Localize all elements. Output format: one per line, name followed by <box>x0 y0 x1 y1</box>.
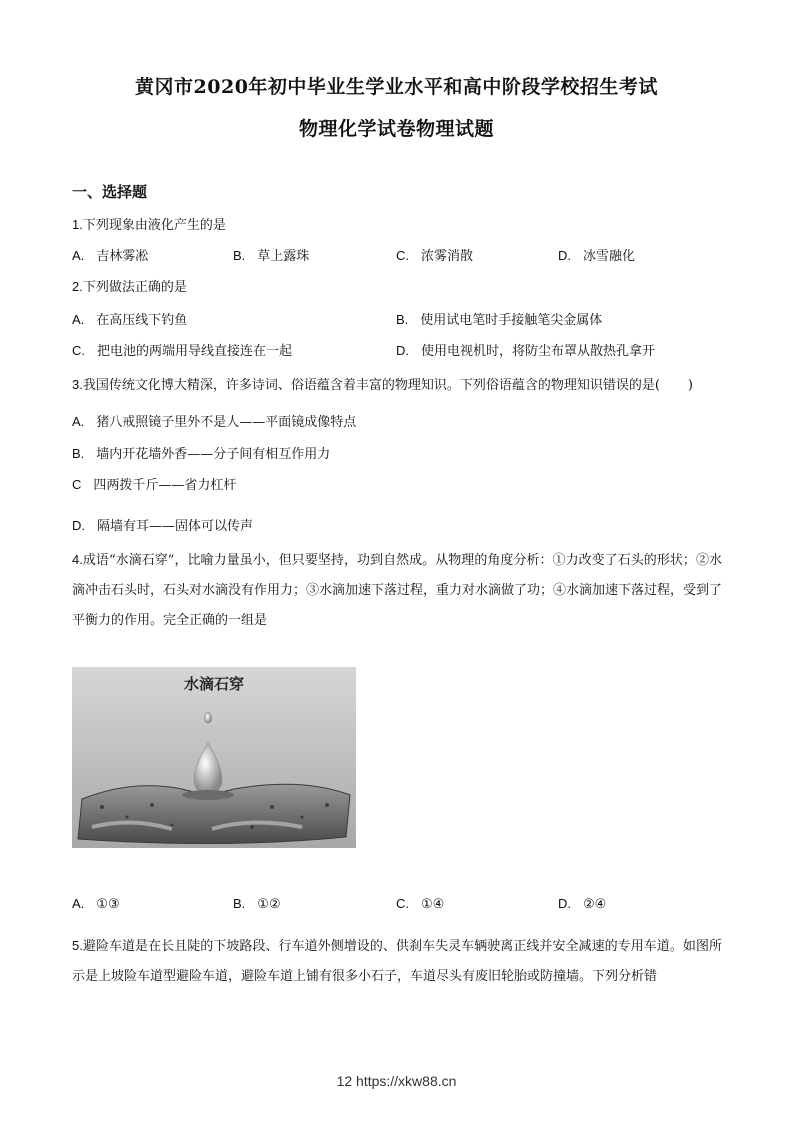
q1-option-c: C. 浓雾消散 <box>396 248 474 264</box>
figure-title: 水滴石穿 <box>183 675 244 693</box>
q1-option-a: A. 吉林雾凇 <box>72 248 149 264</box>
question-5: 5.避险车道是在长且陡的下坡路段、行车道外侧增设的、供刹车失灵车辆驶离正线并安全减速的专用车道。如图所示是上坡险车道型避险车道，避险车道上铺有很多小石子，车道尽头有废旧轮胎或防撞墙。下列分析错 <box>72 938 722 984</box>
q4-option-d: D. ②④ <box>558 896 607 912</box>
question-4-text: 成语“水滴石穿”，比喻力量虽小，但只要坚持，功到自然成。从物理的角度分析：①力改变了石头的形状；②水滴冲击石头时，石头对水滴没有作用力；③水滴加速下落过程，重力对水滴做了功；④水滴加速下落过程，受到了平衡力的作用。完全正确的一组是 <box>72 553 723 628</box>
q2-option-b: B. 使用试电笔时手接触笔尖金属体 <box>396 312 603 328</box>
question-3: 3.我国传统文化博大精深，许多诗词、俗语蕴含着丰富的物理知识。下列俗语蕴含的物理知识错误的是( ) <box>72 377 693 393</box>
question-1: 1.下列现象由液化产生的是 <box>72 217 226 233</box>
q4-option-b: B. ①② <box>233 896 281 912</box>
q4-option-c: C. ①④ <box>396 896 445 912</box>
q4-option-a: A. ①③ <box>72 896 120 912</box>
q3-option-c: C 四两拨千斤——省力杠杆 <box>72 477 237 493</box>
q1-option-b: B. 草上露珠 <box>233 248 310 264</box>
q2-option-c: C. 把电池的两端用导线直接连在一起 <box>72 343 293 359</box>
question-2: 2.下列做法正确的是 <box>72 279 187 295</box>
question-4: 4.成语“水滴石穿”，比喻力量虽小，但只要坚持，功到自然成。从物理的角度分析：①力改变了石头的形状；②水滴冲击石头时，石头对水滴没有作用力；③水滴加速下落过程，重力对水滴做了功；④水滴加速下落过程，受到了平衡力的作用。完全正确的一组是 <box>72 552 723 628</box>
page-footer: 12 https://xkw88.cn <box>336 1073 457 1089</box>
exam-title: 黄冈市2020年初中毕业生学业水平和高中阶段学校招生考试 <box>135 76 658 98</box>
question-2-text: 下列做法正确的是 <box>82 280 187 295</box>
q3-option-b: B. 墙内开花墙外香——分子间有相互作用力 <box>72 446 331 462</box>
q2-option-d: D. 使用电视机时，将防尘布罩从散热孔拿开 <box>396 343 656 359</box>
question-3-text: 我国传统文化博大精深，许多诗词、俗语蕴含着丰富的物理知识。下列俗语蕴含的物理知识错误的是( <box>82 378 660 393</box>
exam-subtitle: 物理化学试卷物理试题 <box>298 118 494 140</box>
question-1-text: 下列现象由液化产生的是 <box>82 218 226 233</box>
water-drop-stone-figure <box>72 667 356 848</box>
q3-option-a: A. 猪八戒照镜子里外不是人——平面镜成像特点 <box>72 414 357 430</box>
section-heading: 一、选择题 <box>72 183 148 201</box>
water-drop-stone-illustration <box>72 667 356 848</box>
q3-option-d: D. 隔墙有耳——固体可以传声 <box>72 518 254 534</box>
question-5-text: 避险车道是在长且陡的下坡路段、行车道外侧增设的、供刹车失灵车辆驶离正线并安全减速的专用车道。如图所示是上坡险车道型避险车道，避险车道上铺有很多小石子，车道尽头有废旧轮胎或防撞墙。下列分析错 <box>72 939 722 984</box>
q2-option-a: A. 在高压线下钓鱼 <box>72 312 188 328</box>
q1-option-d: D. 冰雪融化 <box>558 248 636 264</box>
